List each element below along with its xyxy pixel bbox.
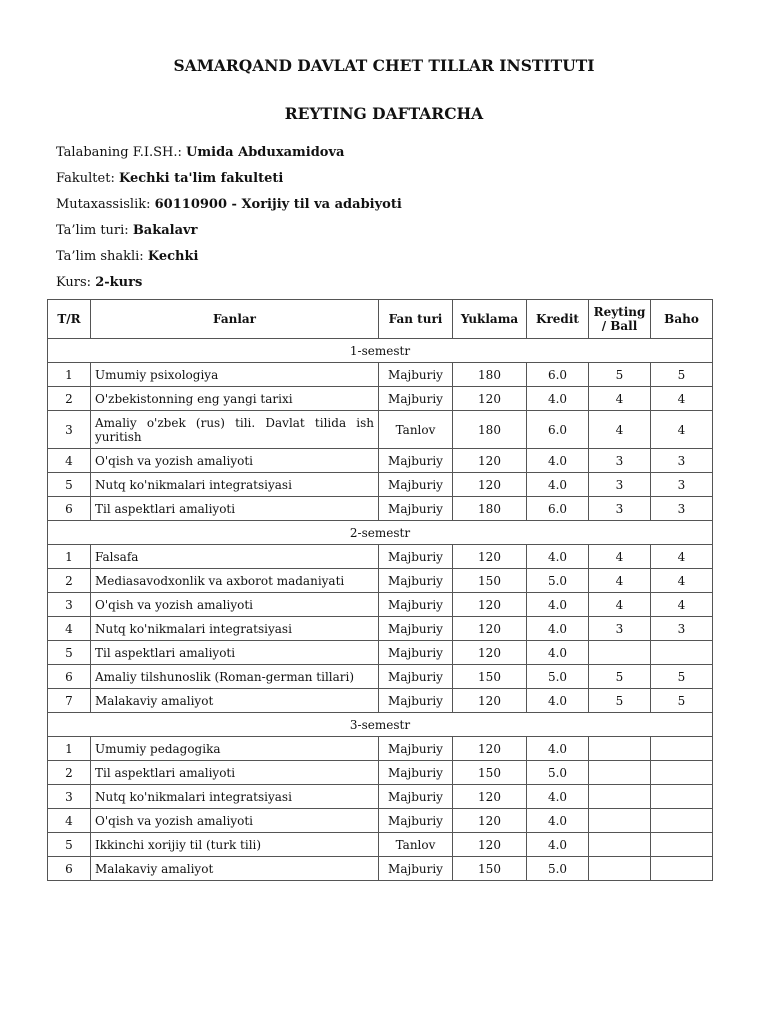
cell-grade: 3 [651,617,713,641]
cell-subject: Nutq ko'nikmalari integratsiyasi [91,785,379,809]
info-value: Umida Abduxamidova [186,145,345,160]
cell-grade: 5 [651,689,713,713]
cell-subject-type: Majburiy [379,617,453,641]
cell-number: 5 [48,833,91,857]
cell-number: 2 [48,761,91,785]
cell-subject-type: Majburiy [379,363,453,387]
cell-load: 120 [453,689,527,713]
cell-subject: O'qish va yozish amaliyoti [91,809,379,833]
table-row [48,785,713,809]
table-row [48,809,713,833]
cell-subject: Nutq ko'nikmalari integratsiyasi [91,617,379,641]
cell-number: 1 [48,737,91,761]
info-value: 60110900 - Xorijiy til va adabiyoti [154,197,402,212]
cell-subject: Til aspektlari amaliyoti [91,761,379,785]
info-specialty [56,197,402,212]
semester-row [48,713,713,737]
cell-subject-type: Majburiy [379,857,453,881]
cell-grade [651,737,713,761]
cell-subject: Amaliy tilshunoslik (Roman-german tillari) [91,665,379,689]
info-student-name [56,145,344,160]
table-row [48,545,713,569]
cell-load: 150 [453,857,527,881]
cell-number: 5 [48,473,91,497]
cell-load: 120 [453,785,527,809]
cell-subject: Til aspektlari amaliyoti [91,497,379,521]
cell-number: 4 [48,449,91,473]
cell-rating [589,641,651,665]
info-label: Mutaxassislik: [56,197,151,212]
cell-credit: 4.0 [527,689,589,713]
cell-subject: Til aspektlari amaliyoti [91,641,379,665]
cell-subject-type: Tanlov [379,833,453,857]
cell-credit: 5.0 [527,665,589,689]
document-title: REYTING DAFTARCHA [284,104,484,123]
cell-load: 180 [453,411,527,449]
table-row [48,497,713,521]
cell-load: 120 [453,809,527,833]
info-course [56,275,142,290]
cell-subject: Ikkinchi xorijiy til (turk tili) [91,833,379,857]
cell-rating: 3 [589,473,651,497]
cell-number: 3 [48,411,91,449]
cell-subject: Falsafa [91,545,379,569]
cell-credit: 5.0 [527,761,589,785]
cell-rating: 4 [589,545,651,569]
cell-subject: O'qish va yozish amaliyoti [91,593,379,617]
cell-grade: 4 [651,545,713,569]
cell-number: 7 [48,689,91,713]
cell-credit: 4.0 [527,809,589,833]
column-header-credit: Kredit [527,300,589,339]
cell-subject-type: Majburiy [379,473,453,497]
cell-rating: 5 [589,363,651,387]
cell-number: 6 [48,665,91,689]
column-header-number: T/R [48,300,91,339]
table-body [48,339,713,881]
cell-subject-type: Tanlov [379,411,453,449]
cell-credit: 4.0 [527,593,589,617]
column-header-grade: Baho [651,300,713,339]
cell-rating: 4 [589,569,651,593]
cell-load: 180 [453,363,527,387]
semester-row [48,521,713,545]
cell-credit: 4.0 [527,473,589,497]
table-row [48,737,713,761]
cell-grade [651,833,713,857]
table-row [48,833,713,857]
info-label: Ta’lim turi: [56,223,129,238]
info-education-type [56,223,197,238]
cell-credit: 6.0 [527,363,589,387]
cell-credit: 5.0 [527,857,589,881]
cell-load: 120 [453,833,527,857]
table-row [48,857,713,881]
cell-subject: Umumiy psixologiya [91,363,379,387]
cell-rating: 4 [589,411,651,449]
table-row [48,387,713,411]
cell-subject-type: Majburiy [379,641,453,665]
cell-grade [651,809,713,833]
cell-load: 120 [453,387,527,411]
cell-grade [651,857,713,881]
cell-load: 150 [453,761,527,785]
cell-subject-type: Majburiy [379,387,453,411]
cell-subject-type: Majburiy [379,689,453,713]
table-row [48,617,713,641]
column-header-subjects: Fanlar [91,300,379,339]
cell-grade: 4 [651,411,713,449]
semester-label: 3-semestr [48,713,713,737]
cell-grade: 3 [651,497,713,521]
cell-rating: 4 [589,387,651,411]
cell-subject: O'zbekistonning eng yangi tarixi [91,387,379,411]
cell-number: 2 [48,387,91,411]
semester-row [48,339,713,363]
semester-label: 2-semestr [48,521,713,545]
cell-number: 3 [48,785,91,809]
cell-number: 6 [48,857,91,881]
cell-number: 3 [48,593,91,617]
info-faculty [56,171,283,186]
cell-number: 1 [48,545,91,569]
cell-credit: 4.0 [527,737,589,761]
cell-credit: 4.0 [527,617,589,641]
table-row [48,761,713,785]
cell-number: 4 [48,617,91,641]
cell-subject: Mediasavodxonlik va axborot madaniyati [91,569,379,593]
info-label: Ta’lim shakli: [56,249,144,264]
cell-load: 120 [453,641,527,665]
cell-subject: Nutq ko'nikmalari integratsiyasi [91,473,379,497]
cell-credit: 4.0 [527,545,589,569]
info-label: Kurs: [56,275,92,290]
cell-subject-type: Majburiy [379,809,453,833]
table-header-row [48,300,713,339]
cell-subject-type: Majburiy [379,593,453,617]
cell-grade: 5 [651,363,713,387]
cell-credit: 4.0 [527,449,589,473]
table-row [48,363,713,387]
cell-credit: 4.0 [527,833,589,857]
info-value: Kechki [147,249,199,264]
cell-load: 180 [453,497,527,521]
cell-subject-type: Majburiy [379,761,453,785]
cell-number: 5 [48,641,91,665]
cell-load: 120 [453,737,527,761]
cell-number: 6 [48,497,91,521]
cell-credit: 4.0 [527,785,589,809]
cell-subject: Malakaviy amaliyot [91,857,379,881]
semester-label: 1-semestr [48,339,713,363]
cell-load: 120 [453,593,527,617]
cell-subject: Malakaviy amaliyot [91,689,379,713]
cell-rating [589,737,651,761]
cell-load: 150 [453,665,527,689]
cell-rating [589,833,651,857]
cell-load: 120 [453,545,527,569]
cell-subject: Umumiy pedagogika [91,737,379,761]
cell-rating [589,785,651,809]
cell-load: 120 [453,617,527,641]
cell-rating [589,761,651,785]
cell-credit: 6.0 [527,411,589,449]
cell-subject-type: Majburiy [379,449,453,473]
cell-grade: 4 [651,593,713,617]
cell-rating [589,857,651,881]
cell-subject: Amaliy o'zbek (rus) tili. Davlat tilida ish yuritish [91,411,379,449]
cell-grade: 3 [651,449,713,473]
cell-credit: 5.0 [527,569,589,593]
cell-credit: 4.0 [527,387,589,411]
cell-number: 1 [48,363,91,387]
cell-grade [651,785,713,809]
cell-subject-type: Majburiy [379,497,453,521]
table-row [48,473,713,497]
cell-grade: 3 [651,473,713,497]
cell-subject-type: Majburiy [379,545,453,569]
cell-number: 4 [48,809,91,833]
cell-load: 120 [453,473,527,497]
info-value: 2-kurs [95,275,143,290]
cell-subject-type: Majburiy [379,665,453,689]
cell-rating: 3 [589,497,651,521]
cell-load: 150 [453,569,527,593]
cell-rating: 5 [589,689,651,713]
info-value: Bakalavr [132,223,198,238]
table-row [48,411,713,449]
cell-rating: 3 [589,617,651,641]
info-label: Talabaning F.I.SH.: [56,145,182,160]
cell-subject-type: Majburiy [379,737,453,761]
table-row [48,569,713,593]
table-row [48,641,713,665]
cell-load: 120 [453,449,527,473]
info-value: Kechki ta'lim fakulteti [118,171,284,186]
cell-grade [651,641,713,665]
cell-grade: 4 [651,387,713,411]
cell-credit: 6.0 [527,497,589,521]
cell-grade: 4 [651,569,713,593]
cell-subject-type: Majburiy [379,569,453,593]
column-header-subject-type: Fan turi [379,300,453,339]
table-row [48,449,713,473]
cell-subject: O'qish va yozish amaliyoti [91,449,379,473]
institute-title: SAMARQAND DAVLAT CHET TILLAR INSTITUTI [173,56,595,75]
cell-rating [589,809,651,833]
table-row [48,689,713,713]
column-header-rating: Reyting / Ball [589,300,651,339]
cell-credit: 4.0 [527,641,589,665]
cell-subject-type: Majburiy [379,785,453,809]
grades-table [47,299,713,881]
cell-rating: 3 [589,449,651,473]
info-label: Fakultet: [56,171,115,186]
cell-grade: 5 [651,665,713,689]
info-education-form [56,249,198,264]
cell-grade [651,761,713,785]
cell-number: 2 [48,569,91,593]
column-header-load: Yuklama [453,300,527,339]
cell-rating: 4 [589,593,651,617]
table-row [48,593,713,617]
cell-rating: 5 [589,665,651,689]
table-row [48,665,713,689]
